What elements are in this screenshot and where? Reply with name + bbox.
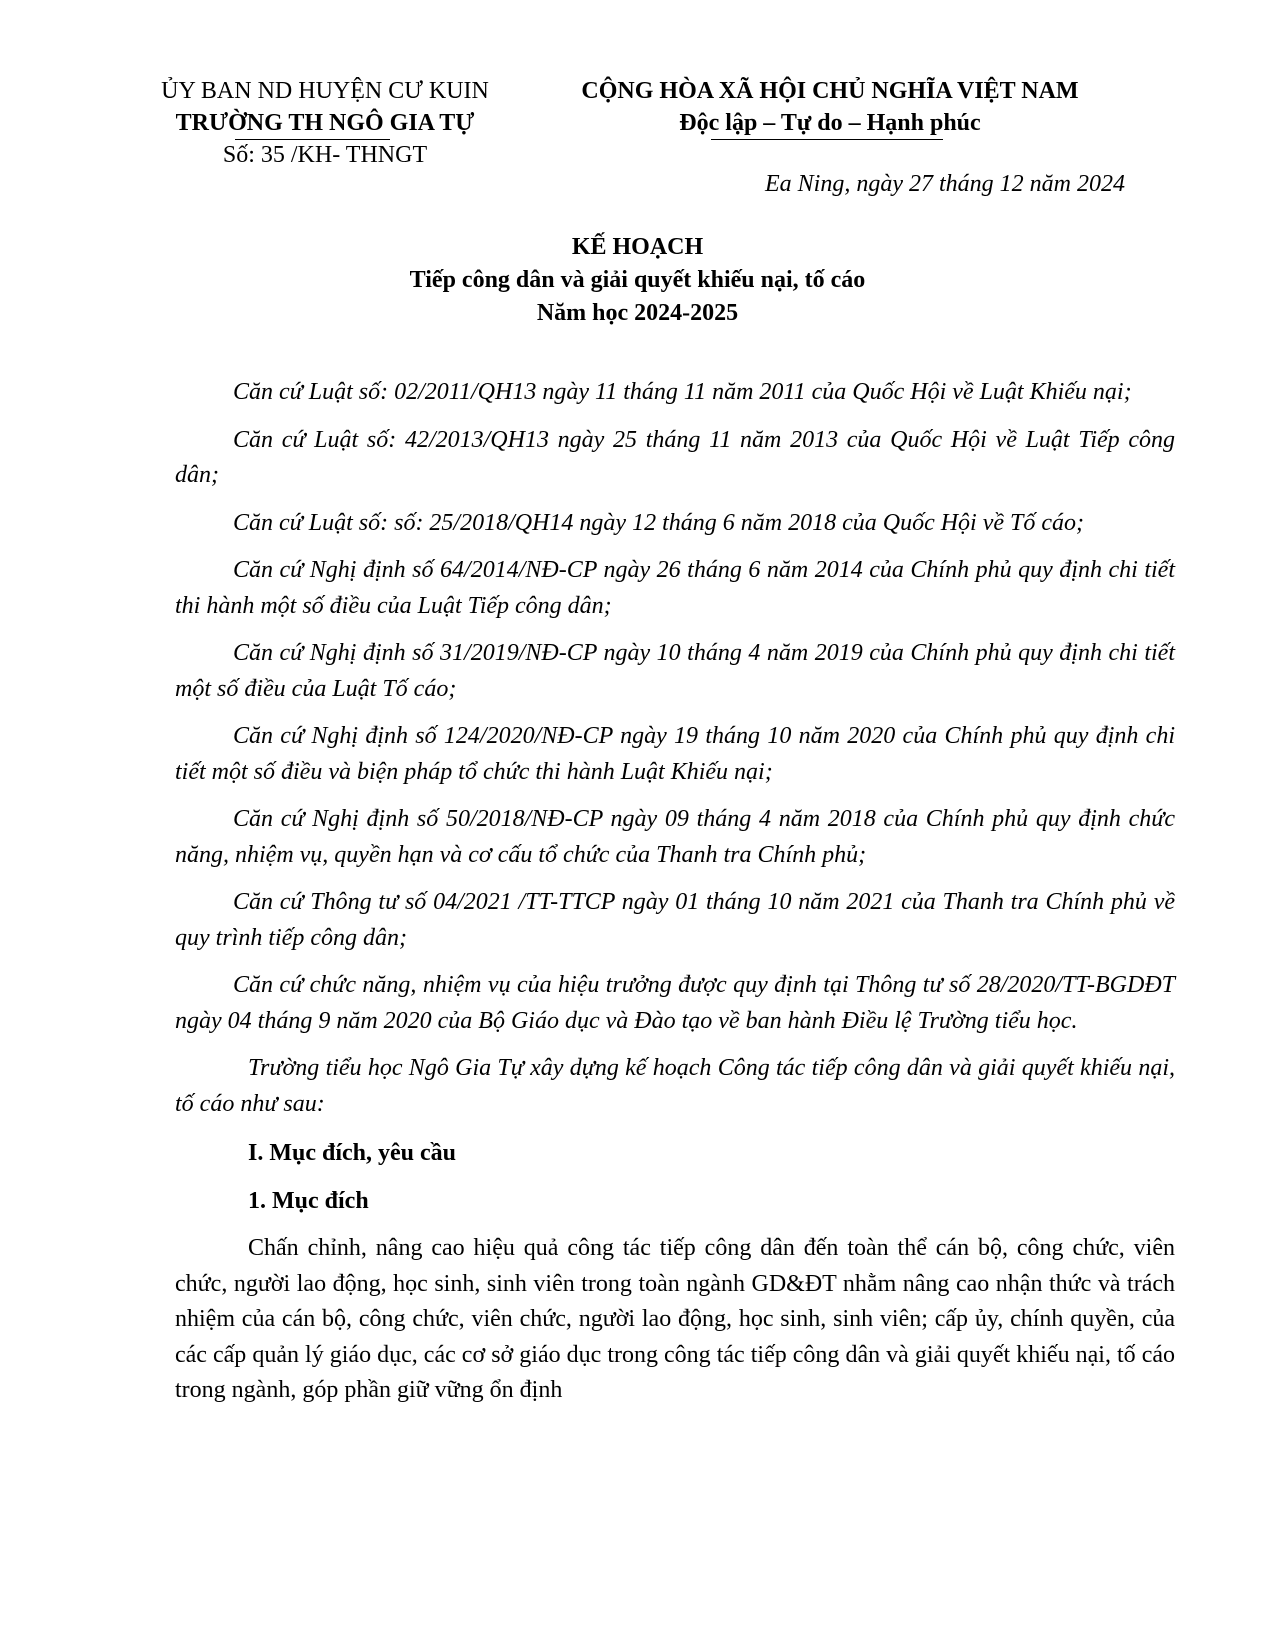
legal-basis-list [175, 375, 1175, 1039]
legal-basis-item: Căn cứ Luật số: 42/2013/QH13 ngày 25 tháng 11 năm 2013 của Quốc Hội về Luật Tiếp công dân; [175, 426, 1175, 488]
legal-basis-item: Căn cứ Nghị định số 31/2019/NĐ-CP ngày 10 tháng 4 năm 2019 của Chính phủ quy định chi tiết một số điều của Luật Tố cáo; [175, 640, 1175, 702]
header-left-divider [235, 139, 390, 140]
document-type: KẾ HOẠCH [571, 234, 704, 260]
document-body [175, 375, 1175, 1421]
legal-basis-item: Căn cứ chức năng, nhiệm vụ của hiệu trưởng được quy định tại Thông tư số 28/2020/TT-BGDĐT ngày 04 tháng 9 năm 2020 của Bộ Giáo dục và Đào tạo về ban hành Điều lệ Trường tiểu học. [175, 972, 1175, 1034]
document-title-block [0, 231, 1275, 330]
legal-basis-item: Căn cứ Nghị định số 124/2020/NĐ-CP ngày 19 tháng 10 năm 2020 của Chính phủ quy định chi tiết một số điều và biện pháp tổ chức thi hành Luật Khiếu nại; [175, 723, 1175, 785]
header-right-divider [711, 139, 943, 140]
school-name: TRƯỜNG TH NGÔ GIA TỰ [175, 110, 475, 136]
section-heading: I. Mục đích, yêu cầu [248, 1140, 457, 1166]
document-number: Số: 35 /KH- THNGT [222, 142, 428, 168]
national-header [535, 75, 1125, 139]
agency-name: ỦY BAN ND HUYỆN CƯ KUIN [161, 78, 489, 104]
national-motto: Độc lập – Tự do – Hạnh phúc [679, 110, 981, 136]
document-subject: Tiếp công dân và giải quyết khiếu nại, tố cáo [409, 267, 866, 293]
legal-basis-item: Căn cứ Nghị định số 64/2014/NĐ-CP ngày 26 tháng 6 năm 2014 của Chính phủ quy định chi tiết thi hành một số điều của Luật Tiếp công dân; [175, 557, 1175, 619]
legal-basis-item: Căn cứ Luật số: số: 25/2018/QH14 ngày 12 tháng 6 năm 2018 của Quốc Hội về Tố cáo; [233, 509, 1085, 536]
body-paragraph: Chấn chỉnh, nâng cao hiệu quả công tác tiếp công dân đến toàn thể cán bộ, công chức, viên chức, người lao động, học sinh, sinh viên trong toàn ngành GD&ĐT nhằm nâng cao nhận thức và trách nhiệm của cán bộ, công chức, viên chức, người lao động, học sinh, sinh viên; cấp ủy, chính quyền, của các cấp quản lý giáo dục, các cơ sở giáo dục trong công tác tiếp công dân và giải quyết khiếu nại, tố cáo trong ngành, góp phần giữ vững ổn định [175, 1235, 1175, 1403]
subsection-heading: 1. Mục đích [248, 1187, 369, 1214]
legal-basis-item: Căn cứ Thông tư số 04/2021 /TT-TTCP ngày 01 tháng 10 năm 2021 của Thanh tra Chính phủ về quy trình tiếp công dân; [175, 889, 1175, 951]
agency-header [120, 75, 530, 171]
place-date: Ea Ning, ngày 27 tháng 12 năm 2024 [765, 171, 1125, 197]
country-name: CỘNG HÒA XÃ HỘI CHỦ NGHĨA VIỆT NAM [581, 78, 1079, 104]
intro-paragraph: Trường tiểu học Ngô Gia Tự xây dựng kế hoạch Công tác tiếp công dân và giải quyết khiếu nại, tố cáo như sau: [175, 1055, 1175, 1117]
legal-basis-item: Căn cứ Luật số: 02/2011/QH13 ngày 11 tháng 11 năm 2011 của Quốc Hội về Luật Khiếu nại; [233, 379, 1132, 405]
document-year: Năm học 2024-2025 [536, 300, 739, 326]
legal-basis-item: Căn cứ Nghị định số 50/2018/NĐ-CP ngày 09 tháng 4 năm 2018 của Chính phủ quy định chức năng, nhiệm vụ, quyền hạn và cơ cấu tổ chức của Thanh tra Chính phủ; [175, 806, 1175, 868]
